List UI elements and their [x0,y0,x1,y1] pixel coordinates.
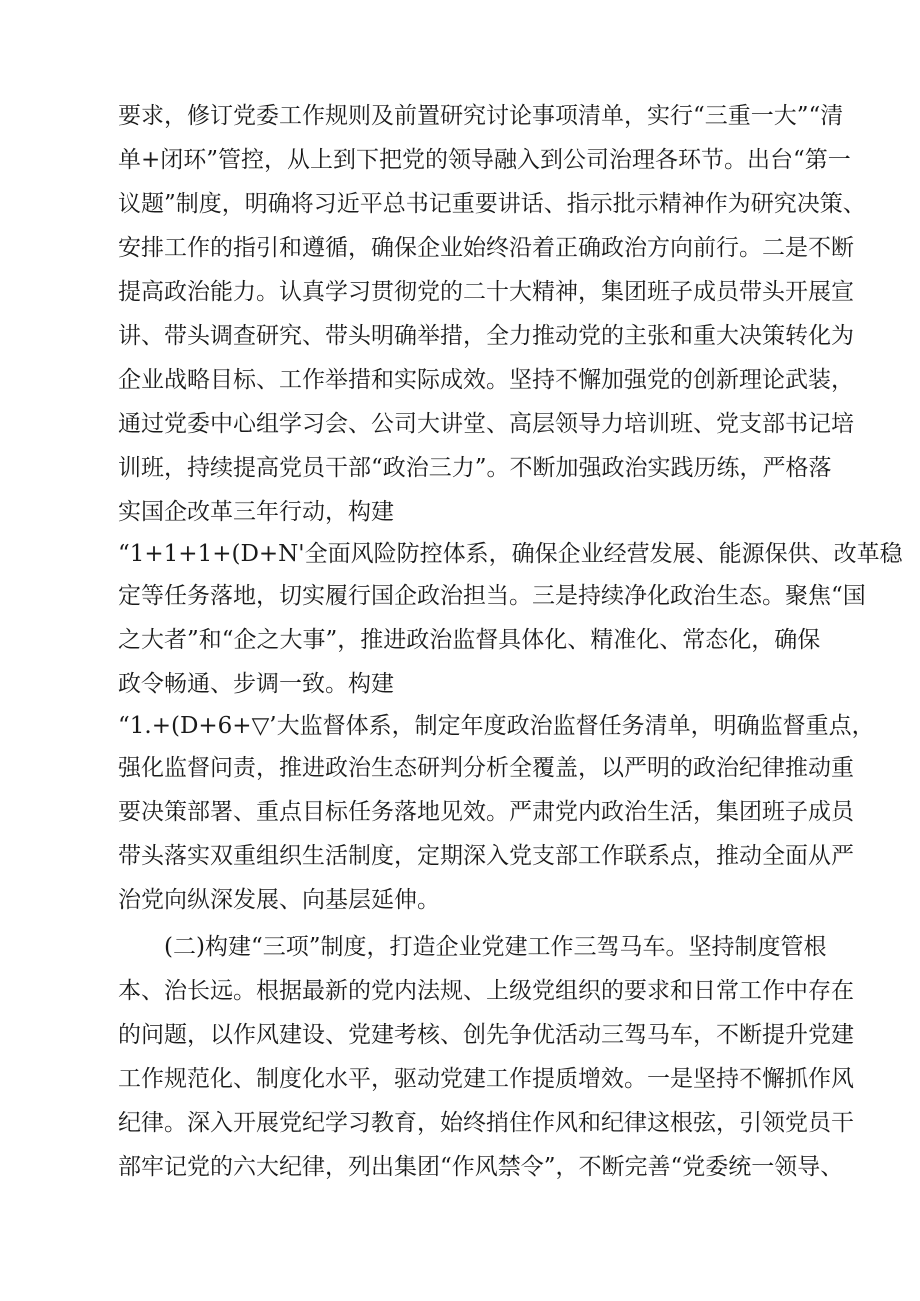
line-text: 的问题，以作风建设、党建考核、创先争优活动三驾马车，不断提升党建 [118,1022,854,1048]
text-line [0,665,920,703]
line-text: “1.+(D+6+▽’大监督体系，制定年度政治监督任务清单，明确监督重点， [118,713,875,739]
line-text: 部牢记党的六大纪律，列出集团“作风禁令”，不断完善“党委统一领导、 [118,1154,844,1180]
line-text: 工作规范化、制度化水平，驱动党建工作提质增效。一是坚持不懈抓作风 [118,1066,854,1092]
text-line [0,449,920,487]
line-text: 安排工作的指引和遵循，确保企业始终沿着正确政治方向前行。二是不断 [118,235,854,261]
section-heading-text: (二)构建“三项”制度，打造企业党建工作三驾马车。坚持制度管根 [164,934,827,960]
line-text: 本、治长远。根据最新的党内法规、上级党组织的要求和日常工作中存在 [118,978,854,1004]
line-text: 提高政治能力。认真学习贯彻党的二十大精神，集团班子成员带头开展宣 [118,279,854,305]
text-line [0,621,920,659]
text-line [0,361,920,399]
text-line [0,97,920,135]
line-text: 企业战略目标、工作举措和实际成效。坚持不懈加强党的创新理论武装， [118,367,854,393]
line-text: “1+1+1+(D+N'全面风险防控体系，确保企业经营发展、能源保供、改革稳 [118,541,903,567]
text-line [0,1104,920,1142]
line-text: 定等任务落地，切实履行国企政治担当。三是持续净化政治生态。聚焦“国 [118,583,866,609]
line-text: 要决策部署、重点目标任务落地见效。严肃党内政治生活，集团班子成员 [118,799,854,825]
text-line [0,1148,920,1186]
text-line [0,1060,920,1098]
text-line [0,749,920,787]
line-text: 政令畅通、步调一致。构建 [118,671,394,697]
line-text: 实国企改革三年行动，构建 [118,499,394,525]
line-text: 单+闭环”管控，从上到下把党的领导融入到公司治理各环节。出台“第一 [118,147,851,173]
line-text: 要求，修订党委工作规则及前置研究讨论事项清单，实行“三重一大”“清 [118,103,844,129]
line-text: 纪律。深入开展党纪学习教育，始终捎住作风和纪律这根弦，引领党员干 [118,1110,854,1136]
text-line [0,707,920,745]
line-text: 讲、带头调查研究、带头明确举措，全力推动党的主张和重大决策转化为 [118,323,854,349]
text-line [0,928,920,966]
line-text: 训班，持续提高党员干部“政治三力”。不断加强政治实践历练，严格落 [118,455,832,481]
text-line [0,185,920,223]
line-text: 议题”制度，明确将习近平总书记重要讲话、指示批示精神作为研究决策、 [118,191,866,217]
line-text: 通过党委中心组学习会、公司大讲堂、高层领导力培训班、党支部书记培 [118,411,854,437]
text-line [0,273,920,311]
text-line [0,405,920,443]
text-line [0,577,920,615]
text-line [0,837,920,875]
line-text: 治党向纵深发展、向基层延伸。 [118,887,440,913]
text-line [0,141,920,179]
text-line [0,229,920,267]
text-line [0,1016,920,1054]
text-line [0,881,920,919]
text-line [0,493,920,531]
text-line [0,317,920,355]
text-line [0,535,920,573]
line-text: 强化监督问责，推进政治生态研判分析全覆盖，以严明的政治纪律推动重 [118,755,854,781]
text-line [0,793,920,831]
text-line [0,972,920,1010]
line-text: 之大者”和“企之大事”，推进政治监督具体化、精准化、常态化，确保 [118,627,821,653]
line-text: 带头落实双重组织生活制度，定期深入党支部工作联系点，推动全面从严 [118,843,854,869]
